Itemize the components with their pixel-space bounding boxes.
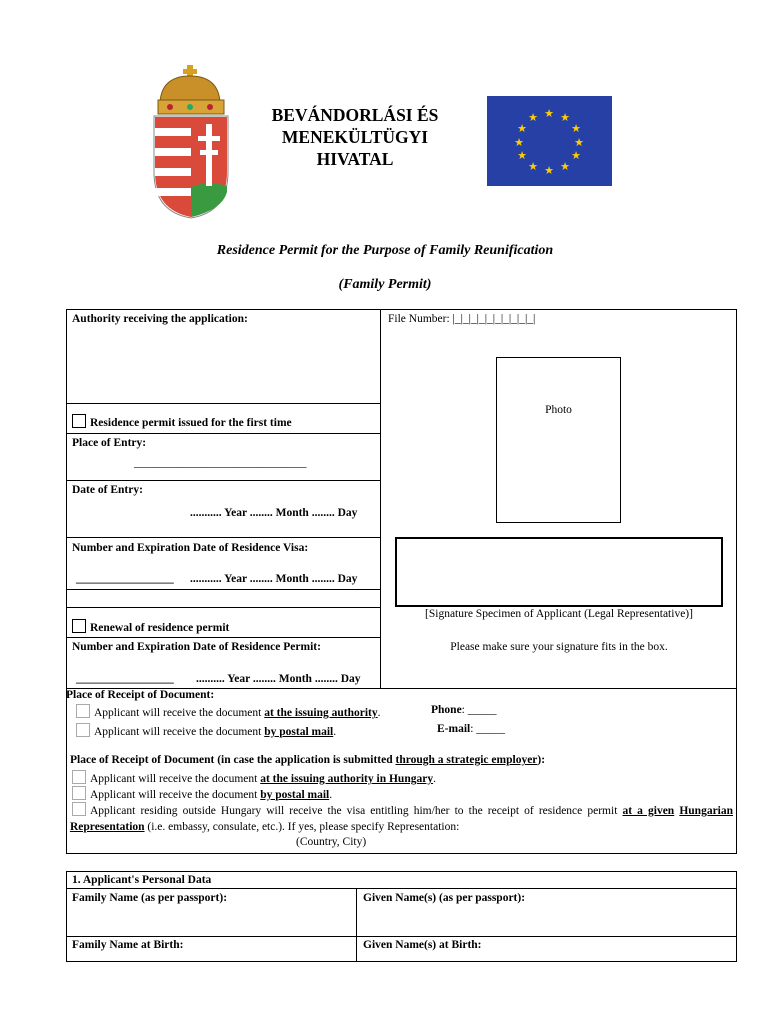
receipt-heading: Place of Receipt of Document: [66,689,215,701]
receipt-option-authority[interactable] [76,704,381,719]
agency-name-line-3: HIVATAL [316,149,394,169]
family-name-label: Family Name (as per passport): [72,892,228,904]
receipt-option-text: Applicant will receive the document [94,707,265,719]
svg-text:★: ★ [571,149,581,162]
phone-input[interactable]: : _____ [461,704,497,716]
strategic-option-authority[interactable] [72,770,436,785]
receipt-option-postal[interactable] [76,723,336,738]
agency-name-line-1: BEVÁNDORLÁSI ÉS [271,105,439,125]
section-title: 1. Applicant's Personal Data [72,874,212,886]
email-field[interactable] [437,723,505,735]
receipt-authority-checkbox[interactable] [76,704,90,718]
svg-text:★: ★ [560,160,570,173]
divider [66,607,381,608]
svg-text:★: ★ [517,122,527,135]
divider [66,888,737,889]
authority-input[interactable] [70,330,376,400]
svg-text:★: ★ [560,111,570,124]
divider [356,888,357,962]
divider [66,936,737,937]
strategic-postal-checkbox[interactable] [72,786,86,800]
photo-label: Photo [545,404,572,416]
strategic-representation-checkbox[interactable] [72,802,86,816]
divider [66,433,381,434]
permit-date-input[interactable]: .......... Year ........ Month ........ Day [196,673,361,685]
strategic-receipt-heading [70,754,545,766]
strategic-option-postal[interactable] [72,786,332,801]
strategic-authority-checkbox[interactable] [72,770,86,784]
strategic-option-emphasis: at a given [622,805,675,817]
date-of-entry-input[interactable]: ........... Year ........ Month ........ Day [190,507,358,519]
strategic-option-text: Applicant will receive the document [90,789,261,801]
family-name-birth-label: Family Name at Birth: [72,939,184,951]
svg-text:★: ★ [517,149,527,162]
authority-label: Authority receiving the application: [72,313,248,325]
svg-text:★: ★ [571,122,581,135]
agency-name [255,104,455,170]
strategic-option-representation[interactable] [70,802,733,835]
receipt-option-suffix: . [333,726,337,738]
renewal-label: Renewal of residence permit [90,622,230,634]
strategic-option-suffix: (i.e. embassy, consulate, etc.). If yes, please specify Representation: [144,821,460,833]
first-time-option[interactable] [72,414,292,429]
strategic-option-text: Applicant will receive the document [90,773,261,785]
receipt-postal-checkbox[interactable] [76,723,90,737]
strategic-option-text: Applicant residing outside Hungary will receive the visa entitling him/her to the receipt of residence permit [90,805,623,817]
divider [380,309,381,688]
country-city-hint: (Country, City) [296,836,367,848]
visa-date-input[interactable]: ........... Year ........ Month ........ Day [190,573,358,585]
first-time-label: Residence permit issued for the first time [90,417,292,429]
form-subtitle: (Family Permit) [338,277,432,292]
svg-text:★: ★ [544,107,554,120]
given-names-birth-label: Given Name(s) at Birth: [363,939,482,951]
agency-name-line-2: MENEKÜLTÜGYI [281,127,429,147]
email-input[interactable]: : _____ [470,723,506,735]
strategic-option-emphasis: at the issuing authority in Hungary [260,773,434,785]
visa-label: Number and Expiration Date of Residence Visa: [72,542,309,554]
eu-flag-logo [487,96,612,186]
first-time-checkbox[interactable] [72,414,86,428]
phone-label: Phone [431,704,462,716]
receipt-option-emphasis: by postal mail [264,726,334,738]
email-label: E-mail [437,723,471,735]
receipt-option-suffix: . [377,707,381,719]
divider [66,589,381,590]
receipt-option-emphasis: at the issuing authority [264,707,378,719]
date-of-entry-label: Date of Entry: [72,484,143,496]
svg-text:★: ★ [544,164,554,177]
strategic-heading-text: Place of Receipt of Document (in case the application is submitted [70,754,396,766]
photo-box[interactable] [496,357,621,523]
strategic-option-emphasis-2: Hungarian Representation [70,805,734,833]
signature-label: [Signature Specimen of Applicant (Legal Representative)] [425,608,693,620]
svg-text:★: ★ [514,136,524,149]
svg-text:★: ★ [574,136,584,149]
coat-of-arms-logo [150,62,232,220]
visa-number-input[interactable]: _________________ [76,573,174,585]
signature-box[interactable] [395,537,723,607]
divider [66,480,381,481]
permit-number-input[interactable]: _________________ [76,673,174,685]
svg-text:★: ★ [528,160,538,173]
place-of-entry-label: Place of Entry: [72,437,147,449]
renewal-option[interactable] [72,619,229,634]
given-names-label: Given Name(s) (as per passport): [363,892,526,904]
strategic-heading-emphasis: through a strategic employer [395,754,538,766]
permit-label: Number and Expiration Date of Residence Permit: [72,641,321,653]
place-of-entry-input[interactable]: ______________________________ [134,457,307,469]
strategic-option-suffix: . [329,789,333,801]
file-number-field[interactable]: File Number: |_|_|_|_|_|_|_|_|_|_| [388,313,536,325]
receipt-option-text: Applicant will receive the document [94,726,265,738]
strategic-option-emphasis: by postal mail [260,789,330,801]
strategic-option-suffix: . [433,773,436,785]
divider [66,637,381,638]
divider [66,537,381,538]
strategic-heading-suffix: ): [537,754,546,766]
form-title: Residence Permit for the Purpose of Family Reunification [216,243,554,258]
svg-text:★: ★ [528,111,538,124]
phone-field[interactable] [431,704,497,716]
renewal-checkbox[interactable] [72,619,86,633]
divider [66,403,381,404]
signature-note: Please make sure your signature fits in the box. [450,641,668,653]
